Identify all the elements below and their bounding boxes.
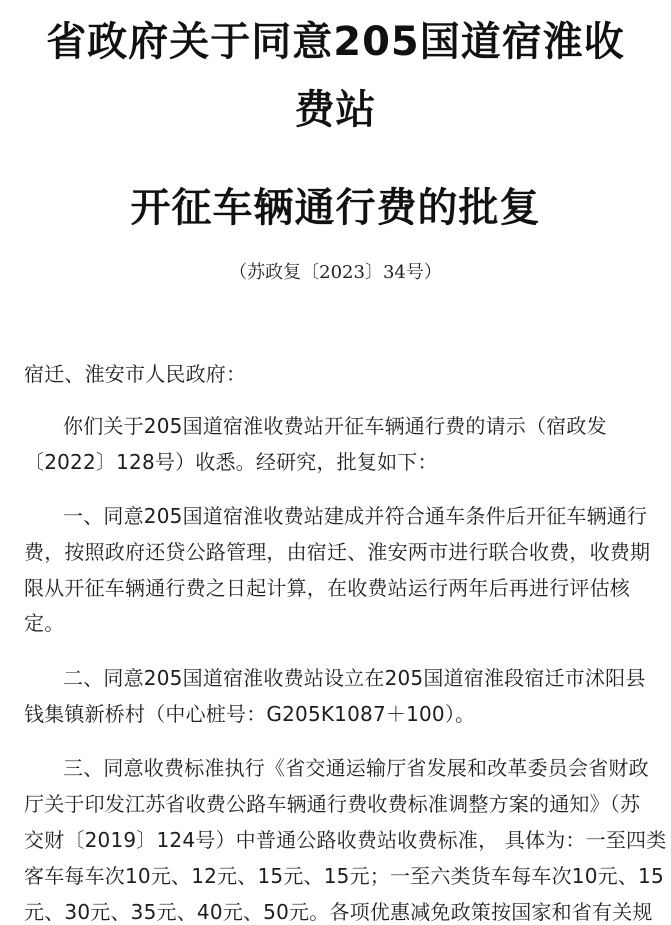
body-line: 三、同意收费标准执行《省交通运输厅省发展和改革委员会省财政 <box>63 756 649 780</box>
body-line: 厅关于印发江苏省收费公路车辆通行费收费标准调整方案的通知》（苏 <box>24 792 641 816</box>
document-title-line-2: 费站 <box>294 87 377 133</box>
body-line: 元、30元、35元、40元、50元。各项优惠减免政策按国家和省有关规 <box>24 900 653 924</box>
body-line: 二、同意205国道宿淮收费站设立在205国道宿淮段宿迁市沭阳县 <box>63 666 646 690</box>
document-title-line-1: 省政府关于同意205国道宿淮收 <box>46 19 625 65</box>
body-line: 限从开征车辆通行费之日起计算，在收费站运行两年后再进行评估核 <box>24 576 630 600</box>
body-line: 钱集镇新桥村（中心桩号：G205K1087＋100）。 <box>24 702 476 726</box>
body-line: 〔2022〕128号）收悉。经研究，批复如下： <box>24 450 438 474</box>
body-line: 交财〔2019〕124号）中普通公路收费站收费标准， 具体为：一至四类 <box>24 828 667 852</box>
body-line: 客车每车次10元、12元、15元、15元；一至六类货车每车次10元、15 <box>24 864 664 888</box>
body-line: 费，按照政府还贷公路管理，由宿迁、淮安两市进行联合收费，收费期 <box>24 540 651 564</box>
body-line: 你们关于205国道宿淮收费站开征车辆通行费的请示（宿政发 <box>63 414 607 438</box>
body-line: 定。 <box>24 611 65 635</box>
addressee: 宿迁、淮安市人民政府： <box>24 362 247 386</box>
body-line: 一、同意205国道宿淮收费站建成并符合通车条件后开征车辆通行 <box>63 504 648 528</box>
document-title-line-3: 开征车辆通行费的批复 <box>130 185 541 231</box>
document-number: （苏政复〔2023〕34号） <box>229 262 442 283</box>
